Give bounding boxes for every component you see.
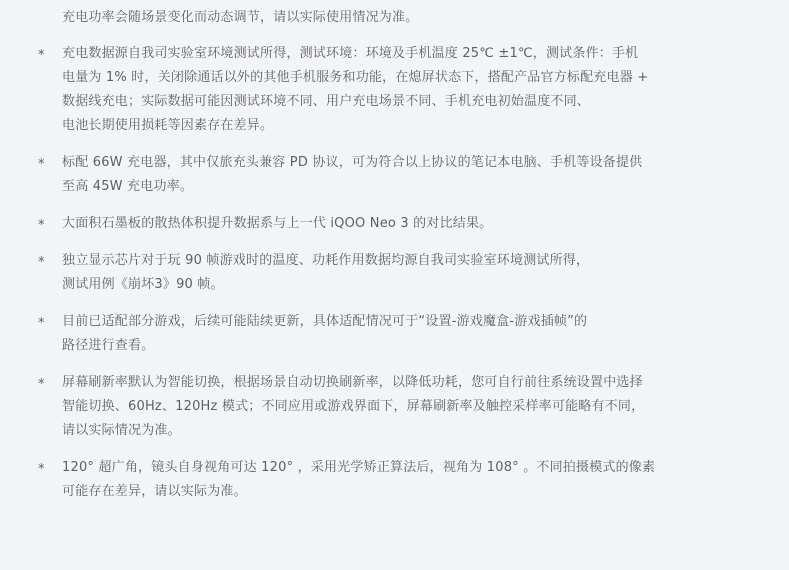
footnote-text-line: 智能切换、60Hz、120Hz 模式；不同应用或游戏界面下，屏幕刷新率及触控采样率可能略有不同， [62, 399, 645, 414]
footnote-text-line: 目前已适配部分游戏，后续可能陆续更新，具体适配情况可于“设置-游戏魔盒-游戏插帧”的 [62, 314, 588, 329]
bullet-marker: * [38, 316, 45, 331]
footnote-list [0, 42, 789, 517]
footnote-text-line: 120° 超广角，镜头自身视角可达 120° ，采用光学矫正算法后，视角为 108° 。不同拍摄模式的像素 [62, 460, 656, 475]
footnote-text-line: 至高 45W 充电功率。 [62, 179, 194, 194]
footnote-text-line: 请以实际情况为准。 [62, 423, 181, 438]
bullet-marker: * [38, 218, 45, 233]
footnote-text-line: 屏幕刷新率默认为智能切换，根据场景自动切换刷新率，以降低功耗，您可自行前往系统设置中选择 [62, 375, 643, 390]
footnote-item [0, 151, 789, 199]
footnote-item [0, 249, 789, 297]
footnote-text-line: 独立显示芯片对于玩 90 帧游戏时的温度、功耗作用数据均源自我司实验室环境测试所得， [62, 253, 590, 268]
footnote-item [0, 456, 789, 504]
footnote-text-line: 可能存在差异，请以实际为准。 [62, 484, 247, 499]
footnote-item [0, 310, 789, 358]
footnote-text-line: 数据线充电；实际数据可能因测试环境不同、用户充电场景不同、手机充电初始温度不同、 [62, 94, 591, 109]
bullet-marker: * [38, 48, 45, 63]
footnote-text-line: 标配 66W 充电器，其中仅旅充头兼容 PD 协议，可为符合以上协议的笔记本电脑、手机等设备提供 [62, 155, 643, 170]
bullet-marker: * [38, 157, 45, 172]
footnote-item [0, 42, 789, 138]
footnote-item [0, 371, 789, 443]
footnote-text-line: 大面积石墨板的散热体积提升数据系与上一代 iQOO Neo 3 的对比结果。 [62, 216, 493, 231]
footnote-text-line: 充电数据源自我司实验室环境测试所得，测试环境：环境及手机温度 25℃ ±1℃，测试条件：手机 [62, 46, 639, 61]
note-fragment: 充电功率会随场景变化而动态调节，请以实际使用情况为准。 [62, 10, 419, 25]
footnote-item [0, 212, 789, 236]
footnote-text-line: 电量为 1% 时，关闭除通话以外的其他手机服务和功能，在熄屏状态下，搭配产品官方标配充电器 + [62, 70, 649, 85]
bullet-marker: * [38, 377, 45, 392]
bullet-marker: * [38, 255, 45, 270]
footnote-text-line: 电池长期使用损耗等因素存在差异。 [62, 118, 274, 133]
footnote-text-line: 测试用例《崩坏3》90 帧。 [62, 277, 224, 292]
bullet-marker: * [38, 462, 45, 477]
footnote-text-line: 路径进行查看。 [62, 338, 155, 353]
